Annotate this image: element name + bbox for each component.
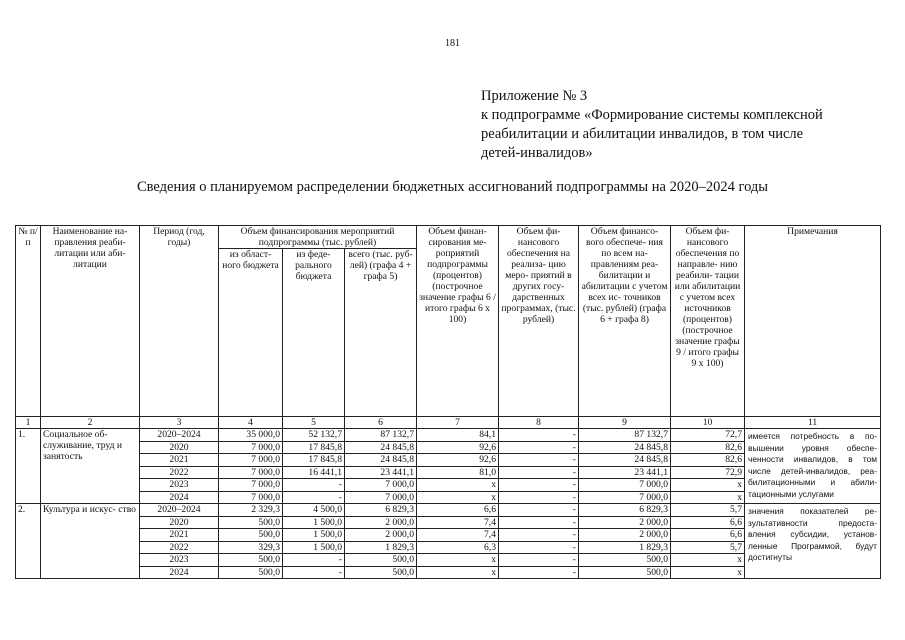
cell-share: 6,3 (417, 541, 499, 554)
cell-period: 2022 (140, 466, 219, 479)
cell-federal: - (283, 554, 345, 567)
cell-all: 500,0 (579, 566, 671, 579)
column-number: 3 (140, 417, 219, 429)
cell-federal: 1 500,0 (283, 541, 345, 554)
cell-period: 2024 (140, 491, 219, 504)
cell-federal: 1 500,0 (283, 529, 345, 542)
cell-total: 7 000,0 (345, 491, 417, 504)
section-note: имеется потребность в по- вышении уровня обеспе- ченности инвалидов, в том числе детей-инвалидов, реа- билитационными и абили- тационными услугами (745, 429, 881, 504)
cell-total: 24 845,8 (345, 441, 417, 454)
cell-pct: 72,7 (671, 429, 745, 442)
cell-regional: 2 329,3 (219, 504, 283, 517)
column-number: 10 (671, 417, 745, 429)
cell-period: 2023 (140, 479, 219, 492)
cell-all: 6 829,3 (579, 504, 671, 517)
budget-table (15, 225, 881, 579)
cell-regional: 500,0 (219, 529, 283, 542)
cell-share: 92,6 (417, 441, 499, 454)
cell-pct: 6,6 (671, 529, 745, 542)
section-note: значения показателей ре- зультативности предоста- вления субсидии, установ- ленные Программой, будут достигнуты (745, 504, 881, 579)
cell-pct: 6,6 (671, 516, 745, 529)
header-notes: Примечания (745, 226, 881, 417)
cell-period: 2021 (140, 529, 219, 542)
cell-other: - (499, 516, 579, 529)
table-row (16, 504, 881, 517)
cell-share: x (417, 479, 499, 492)
cell-federal: 17 845,8 (283, 441, 345, 454)
cell-total: 87 132,7 (345, 429, 417, 442)
section-number: 1. (16, 429, 41, 504)
cell-regional: 35 000,0 (219, 429, 283, 442)
cell-federal: - (283, 566, 345, 579)
appendix-line: детей-инвалидов» (481, 145, 593, 161)
cell-all: 2 000,0 (579, 529, 671, 542)
column-number: 2 (41, 417, 140, 429)
cell-share: x (417, 554, 499, 567)
cell-period: 2020–2024 (140, 504, 219, 517)
cell-share: 81,0 (417, 466, 499, 479)
header-total: всего (тыс. руб- лей) (графа 4 + графа 5) (345, 249, 417, 417)
cell-all: 1 829,3 (579, 541, 671, 554)
cell-period: 2020 (140, 441, 219, 454)
header-financing-group: Объем финансирования мероприятий подпрограммы (тыс. рублей) (219, 226, 417, 249)
direction-name: Культура и искус- ство (41, 504, 140, 579)
cell-total: 2 000,0 (345, 529, 417, 542)
cell-other: - (499, 504, 579, 517)
cell-other: - (499, 454, 579, 467)
header-name: Наименование на- правления реаби- литации или аби- литации (41, 226, 140, 417)
cell-other: - (499, 554, 579, 567)
column-number: 11 (745, 417, 881, 429)
cell-federal: - (283, 479, 345, 492)
cell-pct: 5,7 (671, 541, 745, 554)
cell-federal: 1 500,0 (283, 516, 345, 529)
cell-share: x (417, 566, 499, 579)
cell-federal: 4 500,0 (283, 504, 345, 517)
cell-federal: 16 441,1 (283, 466, 345, 479)
cell-total: 24 845,8 (345, 454, 417, 467)
header-no: № п/п (16, 226, 41, 417)
cell-all: 23 441,1 (579, 466, 671, 479)
cell-pct: x (671, 566, 745, 579)
cell-regional: 500,0 (219, 516, 283, 529)
column-number-row (16, 417, 881, 429)
cell-other: - (499, 479, 579, 492)
cell-pct: x (671, 554, 745, 567)
column-number: 6 (345, 417, 417, 429)
cell-all: 87 132,7 (579, 429, 671, 442)
column-number: 7 (417, 417, 499, 429)
cell-share: 84,1 (417, 429, 499, 442)
cell-regional: 7 000,0 (219, 479, 283, 492)
cell-all: 7 000,0 (579, 491, 671, 504)
appendix-line: к подпрограмме «Формирование системы комплексной (481, 107, 823, 123)
cell-total: 1 829,3 (345, 541, 417, 554)
cell-other: - (499, 466, 579, 479)
cell-period: 2020 (140, 516, 219, 529)
table-row (16, 429, 881, 442)
header-other-programs: Объем фи- нансового обеспечения на реализа- цию меро- приятий в других госу- дарственных программах, (тыс. рублей) (499, 226, 579, 417)
header-federal: из феде- рального бюджета (283, 249, 345, 417)
cell-regional: 7 000,0 (219, 441, 283, 454)
cell-regional: 7 000,0 (219, 454, 283, 467)
cell-pct: 82,6 (671, 454, 745, 467)
cell-all: 24 845,8 (579, 441, 671, 454)
cell-share: 6,6 (417, 504, 499, 517)
table-caption: Сведения о планируемом распределении бюджетных ассигнований подпрограммы на 2020–2024 годы (136, 179, 769, 195)
cell-other: - (499, 529, 579, 542)
column-number: 8 (499, 417, 579, 429)
cell-total: 500,0 (345, 554, 417, 567)
header-share: Объем финан- сирования ме- роприятий подпрограммы (процентов) (построчное значение графы 6 / итого графы 6 x 100) (417, 226, 499, 417)
cell-other: - (499, 541, 579, 554)
cell-pct: 72,9 (671, 466, 745, 479)
cell-pct: 82,6 (671, 441, 745, 454)
column-number: 9 (579, 417, 671, 429)
cell-all: 2 000,0 (579, 516, 671, 529)
direction-name: Социальное об- служивание, труд и занятость (41, 429, 140, 504)
cell-share: 7,4 (417, 529, 499, 542)
cell-total: 23 441,1 (345, 466, 417, 479)
cell-total: 500,0 (345, 566, 417, 579)
header-direction-percent: Объем фи- нансового обеспечения по направле- нию реабили- тации или абилитации с учетом всех источников (процентов) (построчное значение графы 9 / итого графы 9 x 100) (671, 226, 745, 417)
cell-share: 7,4 (417, 516, 499, 529)
cell-regional: 7 000,0 (219, 466, 283, 479)
header-all-directions: Объем финансо- вого обеспече- ния по всем на- правлениям реа- билитации и абилитации с учетом всех ис- точников (тыс. рублей) (графа 6 + графа 8) (579, 226, 671, 417)
cell-share: 92,6 (417, 454, 499, 467)
cell-federal: 52 132,7 (283, 429, 345, 442)
cell-regional: 7 000,0 (219, 491, 283, 504)
cell-period: 2023 (140, 554, 219, 567)
column-number: 5 (283, 417, 345, 429)
cell-period: 2021 (140, 454, 219, 467)
column-number: 4 (219, 417, 283, 429)
section-number: 2. (16, 504, 41, 579)
cell-all: 7 000,0 (579, 479, 671, 492)
cell-other: - (499, 491, 579, 504)
cell-regional: 329,3 (219, 541, 283, 554)
cell-federal: 17 845,8 (283, 454, 345, 467)
cell-share: x (417, 491, 499, 504)
cell-period: 2024 (140, 566, 219, 579)
cell-other: - (499, 566, 579, 579)
cell-total: 7 000,0 (345, 479, 417, 492)
column-number: 1 (16, 417, 41, 429)
appendix-line: Приложение № 3 (481, 88, 588, 104)
header-regional: из област- ного бюджета (219, 249, 283, 417)
cell-period: 2022 (140, 541, 219, 554)
cell-federal: - (283, 491, 345, 504)
header-period: Период (год, годы) (140, 226, 219, 417)
cell-all: 24 845,8 (579, 454, 671, 467)
header-row (16, 226, 881, 249)
cell-pct: x (671, 479, 745, 492)
cell-all: 500,0 (579, 554, 671, 567)
cell-total: 6 829,3 (345, 504, 417, 517)
cell-pct: x (671, 491, 745, 504)
cell-regional: 500,0 (219, 554, 283, 567)
appendix-line: реабилитации и абилитации инвалидов, в том числе (481, 126, 804, 142)
cell-period: 2020–2024 (140, 429, 219, 442)
cell-other: - (499, 429, 579, 442)
cell-other: - (499, 441, 579, 454)
cell-pct: 5,7 (671, 504, 745, 517)
cell-total: 2 000,0 (345, 516, 417, 529)
cell-regional: 500,0 (219, 566, 283, 579)
page-number: 181 (445, 38, 460, 49)
appendix-block (481, 87, 823, 163)
